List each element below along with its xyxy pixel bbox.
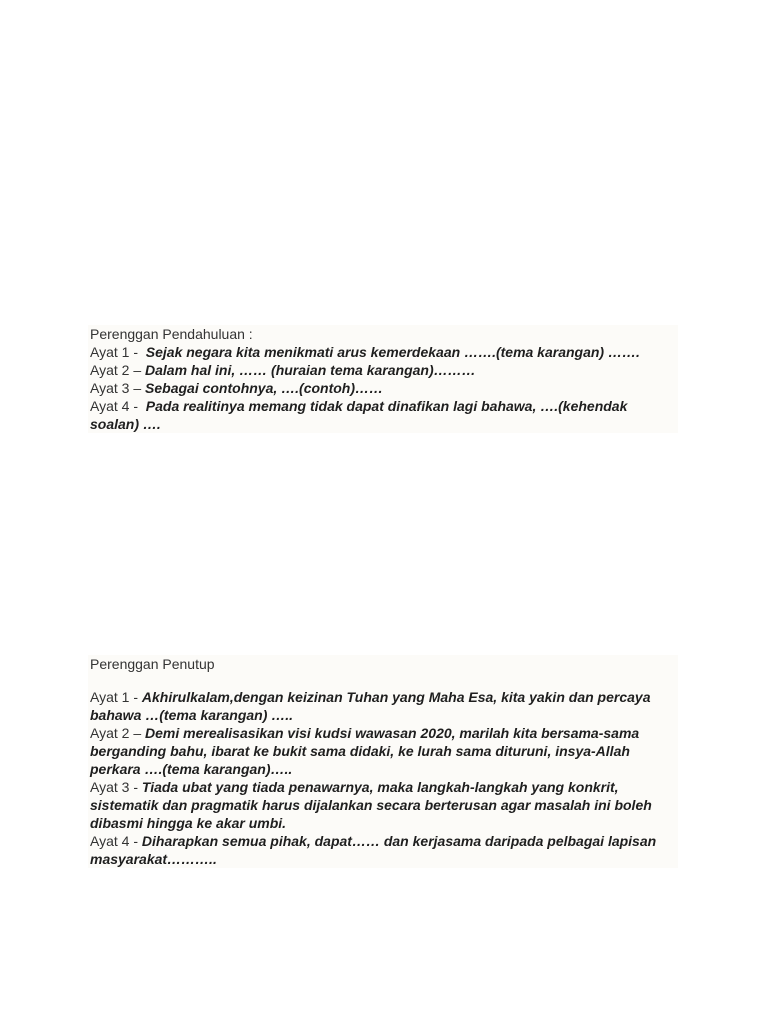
closing-sentence-4 [90, 832, 678, 868]
closing-sentence-2-label: Ayat 2 – [90, 725, 142, 741]
intro-sentence-1-label: Ayat 1 - [90, 344, 138, 360]
intro-sentence-4-label: Ayat 4 - [90, 398, 138, 414]
closing-sentence-3-label: Ayat 3 - [90, 779, 138, 795]
intro-paragraph-block [88, 325, 678, 433]
intro-sentence-2-label: Ayat 2 – [90, 362, 142, 378]
closing-sentence-4-text: Diharapkan semua pihak, dapat…… dan kerjasama daripada pelbagai lapisan masyarakat……….. [90, 833, 657, 867]
closing-sentence-1-label: Ayat 1 - [90, 689, 138, 705]
intro-heading: Perenggan Pendahuluan : [90, 326, 253, 342]
intro-sentence-4 [90, 397, 678, 433]
intro-sentence-4-text: Pada realitinya memang tidak dapat dinafikan lagi bahawa, ….(kehendak soalan) …. [90, 398, 628, 432]
intro-sentence-3-label: Ayat 3 – [90, 380, 142, 396]
intro-sentence-1-text: Sejak negara kita menikmati arus kemerdekaan …….(tema karangan) ……. [145, 344, 640, 360]
closing-spacer [88, 673, 678, 688]
closing-sentence-1 [90, 688, 678, 724]
intro-sentence-3-text: Sebagai contohnya, ….(contoh)…… [145, 380, 384, 396]
intro-sentence-3 [90, 379, 678, 397]
closing-paragraph-block [88, 655, 678, 868]
closing-sentence-3-text: Tiada ubat yang tiada penawarnya, maka langkah-langkah yang konkrit, sistematik dan pragmatik harus dijalankan secara berterusan agar masalah ini boleh dibasmi hingga ke akar umbi. [90, 779, 652, 831]
closing-sentence-4-label: Ayat 4 - [90, 833, 138, 849]
closing-sentence-1-text: Akhirulkalam,dengan keizinan Tuhan yang Maha Esa, kita yakin dan percaya bahawa …(tema karangan) ….. [90, 689, 651, 723]
closing-sentence-2 [90, 724, 678, 778]
closing-sentence-3 [90, 778, 678, 832]
intro-sentence-2-text: Dalam hal ini, …… (huraian tema karangan)……… [145, 362, 476, 378]
closing-heading: Perenggan Penutup [90, 656, 215, 672]
intro-sentence-2 [90, 361, 678, 379]
intro-sentence-1 [90, 343, 678, 361]
closing-sentence-2-text: Demi merealisasikan visi kudsi wawasan 2020, marilah kita bersama-sama berganding bahu, ibarat ke bukit sama didaki, ke lurah sama dituruni, insya-Allah perkara ….(tema karangan)….. [90, 725, 640, 777]
